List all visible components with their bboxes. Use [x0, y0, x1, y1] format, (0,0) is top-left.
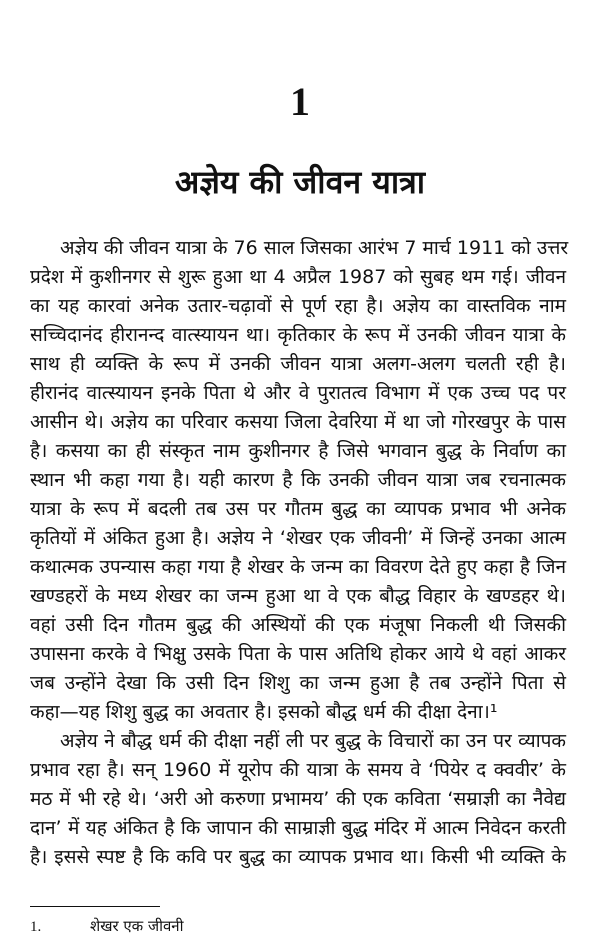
text-line: प्रभाव रहा है। सन् 1960 में यूरोप की यात्रा के समय वे ‘पियेर द क्ववीर’ के	[30, 759, 566, 781]
text-line: का यह कारवां अनेक उतार-चढ़ावों से पूर्ण रहा है। अज्ञेय का वास्तविक नाम	[30, 295, 566, 317]
text-line: मठ में भी रहे थे। ‘अरी ओ करुणा प्रभामय’ की एक कविता ‘सम्राज्ञी का नैवेद्य	[30, 788, 566, 810]
footnote-number: 1.	[30, 919, 42, 935]
text-line: है। कसया का ही संस्कृत नाम कुशीनगर है जिसे भगवान बुद्ध के निर्वाण का	[30, 440, 566, 462]
text-line: साथ ही व्यक्ति के रूप में उनकी जीवन यात्रा अलग-अलग चलती रही है।	[30, 353, 566, 375]
text-line: प्रदेश में कुशीनगर से शुरू हुआ था 4 अप्रैल 1987 को सुबह थम गई। जीवन	[30, 266, 566, 288]
text-line: अज्ञेय की जीवन यात्रा के 76 साल जिसका आरंभ 7 मार्च 1911 को उत्तर	[60, 237, 569, 259]
text-line: वहां उसी दिन गौतम बुद्ध की अस्थियों की एक मंजूषा निकली थी जिसकी	[30, 614, 566, 636]
text-line: खण्डहरों के मध्य शेखर का जन्म हुआ था वे एक बौद्ध विहार के खण्डहर थे।	[30, 585, 566, 607]
footnote	[30, 916, 184, 936]
chapter-number: 1	[290, 79, 310, 124]
text-line: कथात्मक उपन्यास कहा गया है शेखर के जन्म का विवरण देते हुए कहा है जिन	[30, 556, 566, 578]
text-line: जब उन्होंने देखा कि उसी दिन शिशु का जन्म हुआ है तब उन्होंने पिता से	[30, 672, 566, 694]
text-line: उपासना करके वे भिक्षु उसके पिता के पास अतिथि होकर आये थे वहां आकर	[30, 643, 566, 665]
text-line: आसीन थे। अज्ञेय का परिवार कसया जिला देवरिया में था जो गोरखपुर के पास	[30, 411, 566, 433]
footnote-text: शेखर एक जीवनी	[90, 917, 184, 935]
text-line: यात्रा के रूप में बदली तब उस पर गौतम बुद्ध का व्यापक प्रभाव भी अनेक	[30, 498, 566, 520]
chapter-title: अज्ञेय की जीवन यात्रा	[174, 163, 426, 201]
text-line: कहा—यह शिशु बुद्ध का अवतार है। इसको बौद्ध धर्म की दीक्षा देना।¹	[30, 701, 498, 723]
text-line: दान’ में यह अंकित है कि जापान की साम्राज्ञी बुद्ध मंदिर में आत्म निवेदन करती	[30, 817, 566, 839]
text-line: सच्चिदानंद हीरानन्द वात्स्यायन था। कृतिकार के रूप में उनकी जीवन यात्रा के	[30, 324, 566, 346]
footnote-divider	[30, 906, 160, 907]
text-line: कृतियों में अंकित हुआ है। अज्ञेय ने ‘शेखर एक जीवनी’ में जिन्हें उनका आत्म	[30, 527, 566, 549]
text-line: हीरानंद वात्स्यायन इनके पिता थे और वे पुरातत्व विभाग में एक उच्च पद पर	[30, 382, 566, 404]
text-line: अज्ञेय ने बौद्ध धर्म की दीक्षा नहीं ली पर बुद्ध के विचारों का उन पर व्यापक	[60, 730, 566, 752]
body-text	[30, 234, 569, 872]
text-line: स्थान भी कहा गया है। यही कारण है कि उनकी जीवन यात्रा जब रचनात्मक	[30, 469, 566, 491]
text-line: है। इससे स्पष्ट है कि कवि पर बुद्ध का व्यापक प्रभाव था। किसी भी व्यक्ति के	[30, 846, 566, 868]
